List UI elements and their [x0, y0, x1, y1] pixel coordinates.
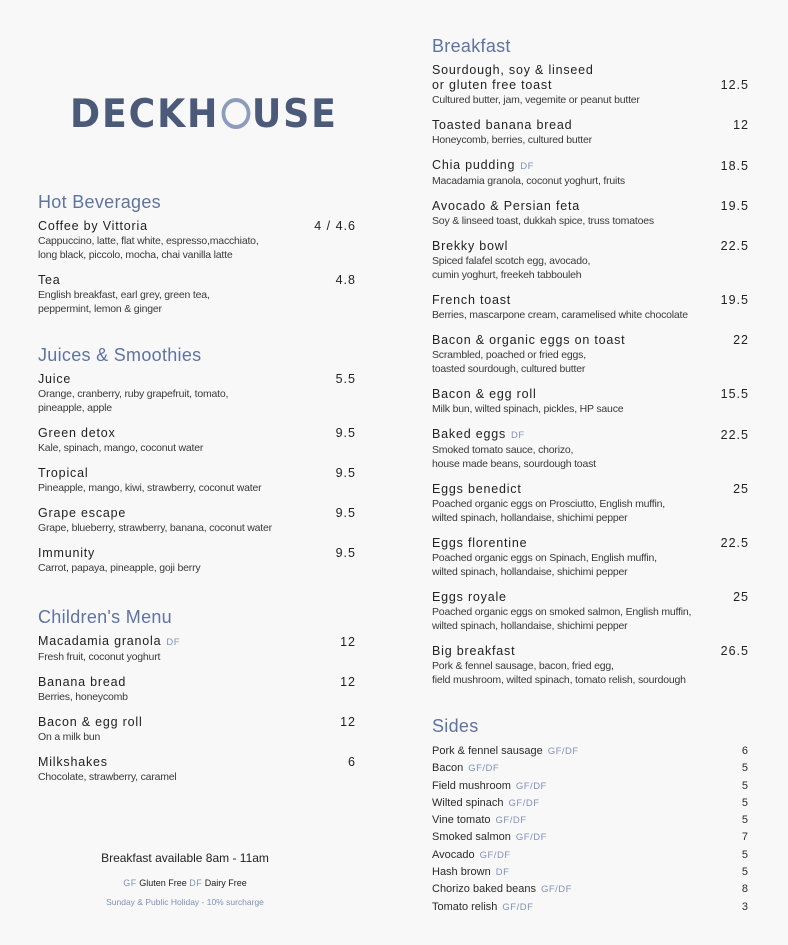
- item-price: 6: [348, 755, 356, 769]
- item-description: Milk bun, wilted spinach, pickles, HP sauce: [432, 403, 624, 415]
- item-price: 5: [741, 796, 749, 809]
- item-name: Macadamia granola: [38, 634, 162, 648]
- item-name: Green detox: [38, 426, 116, 440]
- section-heading: Juices & Smoothies: [38, 345, 202, 365]
- menu-item: [432, 118, 749, 147]
- item-price: 25: [733, 482, 749, 496]
- item-description: English breakfast, earl grey, green tea,: [38, 289, 210, 301]
- side-name-wrap: [432, 812, 527, 829]
- item-price: 7: [741, 831, 749, 844]
- item-name: Tomato relish: [432, 900, 498, 913]
- item-description: toasted sourdough, cultured butter: [432, 363, 586, 375]
- item-price: 19.5: [720, 293, 749, 307]
- item-description: Poached organic eggs on smoked salmon, English muffin,: [432, 606, 692, 618]
- item-name: Bacon & organic eggs on toast: [432, 333, 626, 347]
- item-name-wrap: [432, 590, 507, 605]
- item-name: Immunity: [38, 546, 96, 560]
- dietary-tag: GF/DF: [468, 763, 500, 775]
- dietary-tag: GF/DF: [515, 832, 547, 844]
- item-name-wrap: [432, 536, 527, 551]
- item-description: Cappuccino, latte, flat white, espresso,macchiato,: [38, 235, 259, 247]
- dietary-tag: GF/DF: [540, 884, 572, 896]
- item-title-row: [38, 426, 356, 441]
- dietary-tag: GF/DF: [502, 901, 534, 913]
- side-name-wrap: [432, 899, 533, 916]
- side-item: [432, 778, 749, 795]
- item-description: Scrambled, poached or fried eggs,: [432, 349, 586, 361]
- item-price: 8: [741, 883, 749, 896]
- item-description: peppermint, lemon & ginger: [38, 303, 162, 315]
- item-name: Hash brown: [432, 866, 491, 879]
- item-name: Eggs benedict: [432, 482, 522, 496]
- item-name: Baked eggs: [432, 427, 507, 441]
- item-name: Chia pudding: [432, 158, 516, 172]
- dietary-tag: DF: [511, 430, 525, 441]
- deckhouse-logo: [70, 92, 338, 137]
- item-price: 6: [741, 745, 749, 757]
- item-name: Field mushroom: [432, 779, 511, 792]
- side-item: [432, 899, 749, 916]
- item-price: 4.8: [335, 273, 356, 287]
- item-name-wrap: [38, 506, 126, 521]
- item-name-line2: or gluten free toast: [432, 78, 553, 92]
- menu-item: [38, 426, 356, 455]
- item-description: long black, piccolo, mocha, chai vanilla latte: [38, 249, 233, 261]
- item-title-row: [432, 644, 749, 659]
- item-name: Big breakfast: [432, 644, 516, 658]
- menu-item: [432, 199, 749, 228]
- item-price: 18.5: [720, 159, 749, 173]
- item-description: Honeycomb, berries, cultured butter: [432, 134, 592, 146]
- menu-item: [432, 63, 749, 107]
- item-name: Eggs royale: [432, 590, 507, 604]
- item-description: Berries, mascarpone cream, caramelised white chocolate: [432, 309, 688, 321]
- menu-item: [432, 239, 749, 282]
- side-name-wrap: [432, 847, 511, 864]
- item-price: 12: [340, 635, 356, 649]
- item-name: Tea: [38, 273, 61, 287]
- item-price: 5: [741, 866, 749, 879]
- menu-item: [38, 219, 356, 262]
- item-price: 12.5: [720, 78, 749, 92]
- item-name-wrap: [38, 273, 61, 288]
- item-title-row: [38, 634, 356, 650]
- item-price: 22.5: [720, 536, 749, 550]
- item-title-row: [38, 273, 356, 288]
- item-title-row: [432, 387, 749, 402]
- item-price: 5: [741, 779, 749, 792]
- menu-item: [38, 466, 356, 495]
- item-name: Banana bread: [38, 675, 127, 689]
- dietary-tag: GF/DF: [508, 797, 540, 809]
- menu-item: [432, 333, 749, 376]
- item-name-wrap: [38, 219, 148, 234]
- section-heading: Sides: [432, 716, 479, 736]
- side-name-wrap: [432, 881, 572, 898]
- item-description: field mushroom, wilted spinach, tomato relish, sourdough: [432, 674, 686, 686]
- item-name-wrap: [38, 426, 116, 441]
- side-name-wrap: [432, 778, 547, 795]
- item-description: Kale, spinach, mango, coconut water: [38, 442, 204, 454]
- section-heading: Hot Beverages: [38, 192, 161, 212]
- item-price: 19.5: [720, 199, 749, 213]
- side-item: [432, 760, 749, 777]
- surcharge-note: Sunday & Public Holiday - 10% surcharge: [106, 897, 264, 907]
- item-description: wilted spinach, hollandaise, shichimi pepper: [432, 566, 628, 578]
- item-title-row: [432, 333, 749, 348]
- section-heading: Children's Menu: [38, 607, 172, 627]
- df-label: Dairy Free: [204, 878, 247, 888]
- item-price: 25: [733, 590, 749, 604]
- item-name-wrap: [38, 715, 143, 730]
- item-name: Toasted banana bread: [432, 118, 573, 132]
- menu-item: [38, 675, 356, 704]
- menu-item: [432, 158, 749, 188]
- item-description: Spiced falafel scotch egg, avocado,: [432, 255, 591, 267]
- item-price: 4 / 4.6: [314, 219, 356, 233]
- menu-item: [38, 634, 356, 664]
- item-title-row: [432, 63, 749, 93]
- item-title-row: [432, 158, 749, 174]
- logo-text-end: USE: [251, 92, 338, 137]
- logo-o-ring-icon: [221, 98, 250, 129]
- item-title-row: [432, 293, 749, 308]
- item-price: 12: [340, 675, 356, 689]
- item-name: Wilted spinach: [432, 796, 504, 809]
- menu-item: [38, 546, 356, 575]
- item-name: Avocado: [432, 848, 475, 861]
- item-price: 5: [741, 762, 749, 775]
- dietary-tag: GF/DF: [515, 780, 547, 792]
- item-name: Pork & fennel sausage: [432, 745, 543, 757]
- side-item: [432, 812, 749, 829]
- item-price: 22.5: [720, 239, 749, 253]
- breakfast-hours: Breakfast available 8am - 11am: [101, 851, 269, 865]
- item-description: Pineapple, mango, kiwi, strawberry, coconut water: [38, 482, 262, 494]
- item-name-wrap: [432, 239, 508, 254]
- dietary-tag: DF: [520, 161, 534, 172]
- menu-item: [38, 506, 356, 535]
- side-name-wrap: [432, 829, 547, 846]
- item-name: Avocado & Persian feta: [432, 199, 581, 213]
- item-name: Smoked salmon: [432, 831, 511, 844]
- item-name: Tropical: [38, 466, 89, 480]
- item-name-wrap: [432, 427, 525, 443]
- item-price: 5: [741, 848, 749, 861]
- item-title-row: [38, 372, 356, 387]
- item-description: Soy & linseed toast, dukkah spice, truss tomatoes: [432, 215, 654, 227]
- item-price: 9.5: [335, 506, 356, 520]
- item-name-wrap: [38, 634, 180, 650]
- side-name-wrap: [432, 795, 540, 812]
- item-price: 5.5: [335, 372, 356, 386]
- item-name: Grape escape: [38, 506, 127, 520]
- item-price: 5: [741, 814, 749, 827]
- item-price: 22: [733, 333, 749, 347]
- juices-section: [38, 344, 356, 586]
- item-name-wrap: [38, 675, 126, 690]
- item-description: Grape, blueberry, strawberry, banana, coconut water: [38, 522, 272, 534]
- item-title-row: [38, 546, 356, 561]
- menu-item: [432, 482, 749, 525]
- item-name: Brekky bowl: [432, 239, 509, 253]
- side-name-wrap: [432, 864, 509, 881]
- item-description: Poached organic eggs on Prosciutto, English muffin,: [432, 498, 666, 510]
- item-price: 3: [741, 900, 749, 913]
- item-name: Bacon: [432, 762, 464, 775]
- item-name-wrap: [38, 546, 95, 561]
- side-item: [432, 829, 749, 846]
- menu-item: [432, 644, 749, 687]
- item-description: Chocolate, strawberry, caramel: [38, 771, 177, 783]
- item-name-wrap: [432, 482, 522, 497]
- menu-item: [432, 293, 749, 322]
- item-price: 26.5: [720, 644, 749, 658]
- item-name-wrap: [432, 293, 511, 308]
- item-description: pineapple, apple: [38, 402, 112, 414]
- item-price: 12: [340, 715, 356, 729]
- item-price: 15.5: [720, 387, 749, 401]
- item-description: Fresh fruit, coconut yoghurt: [38, 651, 161, 663]
- item-description: Smoked tomato sauce, chorizo,: [432, 444, 574, 456]
- df-code: DF: [189, 878, 203, 888]
- item-name: Vine tomato: [432, 814, 491, 827]
- side-item: [432, 864, 749, 881]
- item-title-row: [432, 427, 749, 443]
- gf-code: GF: [123, 878, 137, 888]
- side-name-wrap: [432, 743, 579, 760]
- item-name-wrap: [432, 387, 537, 402]
- item-title-row: [38, 219, 356, 234]
- item-name: Chorizo baked beans: [432, 883, 536, 896]
- item-description: Carrot, papaya, pineapple, goji berry: [38, 562, 201, 574]
- item-name: Juice: [38, 372, 72, 386]
- item-title-row: [432, 199, 749, 214]
- item-name-wrap: [38, 755, 108, 770]
- item-description: Poached organic eggs on Spinach, English muffin,: [432, 552, 657, 564]
- item-title-row: [38, 506, 356, 521]
- item-name: Coffee by Vittoria: [38, 219, 148, 233]
- hot-beverages-section: [38, 191, 356, 327]
- item-price: 9.5: [335, 466, 356, 480]
- dietary-legend: [60, 878, 310, 888]
- item-description: house made beans, sourdough toast: [432, 458, 596, 470]
- side-item: [432, 881, 749, 898]
- item-title-row: [432, 536, 749, 551]
- logo-text-start: DECKH: [70, 92, 220, 137]
- menu-item: [38, 715, 356, 744]
- item-title-row: [432, 590, 749, 605]
- item-name: Bacon & egg roll: [432, 387, 537, 401]
- item-name-wrap: [38, 466, 88, 481]
- item-name: Milkshakes: [38, 755, 108, 769]
- dietary-tag: GF/DF: [479, 849, 511, 861]
- menu-item: [432, 536, 749, 579]
- sides-section: [432, 715, 749, 916]
- item-description: Pork & fennel sausage, bacon, fried egg,: [432, 660, 614, 672]
- gf-label: Gluten Free: [139, 878, 187, 888]
- item-price: 22.5: [720, 428, 749, 442]
- item-description: Cultured butter, jam, vegemite or peanut butter: [432, 94, 640, 106]
- childrens-menu-section: [38, 606, 356, 795]
- item-title-row: [38, 715, 356, 730]
- item-name-wrap: [432, 63, 594, 93]
- menu-item: [38, 755, 356, 784]
- item-description: Berries, honeycomb: [38, 691, 128, 703]
- item-name-wrap: [38, 372, 71, 387]
- item-description: wilted spinach, hollandaise, shichimi pepper: [432, 620, 628, 632]
- breakfast-section: [432, 35, 749, 698]
- side-item: [432, 847, 749, 864]
- item-title-row: [432, 239, 749, 254]
- item-name: Sourdough, soy & linseed: [432, 63, 594, 77]
- item-title-row: [38, 675, 356, 690]
- item-name: Bacon & egg roll: [38, 715, 143, 729]
- menu-item: [38, 273, 356, 316]
- item-price: 9.5: [335, 426, 356, 440]
- item-title-row: [38, 755, 356, 770]
- item-description: On a milk bun: [38, 731, 101, 743]
- item-price: 12: [733, 118, 749, 132]
- side-item: [432, 795, 749, 812]
- item-name-wrap: [432, 118, 572, 133]
- item-title-row: [432, 118, 749, 133]
- item-name-wrap: [432, 644, 515, 659]
- item-name-wrap: [432, 158, 534, 174]
- dietary-tag: DF: [166, 637, 181, 648]
- menu-item: [432, 590, 749, 633]
- side-item: [432, 743, 749, 760]
- item-price: 9.5: [335, 546, 356, 560]
- section-heading: Breakfast: [432, 36, 511, 56]
- dietary-tag: GF/DF: [495, 815, 527, 827]
- item-name-wrap: [432, 333, 625, 348]
- side-name-wrap: [432, 760, 499, 777]
- item-description: wilted spinach, hollandaise, shichimi pepper: [432, 512, 628, 524]
- item-name: French toast: [432, 293, 512, 307]
- menu-item: [432, 387, 749, 416]
- item-description: cumin yoghurt, freekeh tabbouleh: [432, 269, 582, 281]
- dietary-tag: DF: [495, 867, 510, 879]
- menu-item: [38, 372, 356, 415]
- item-description: Orange, cranberry, ruby grapefruit, tomato,: [38, 388, 229, 400]
- item-description: Macadamia granola, coconut yoghurt, fruits: [432, 175, 625, 187]
- menu-item: [432, 427, 749, 471]
- item-title-row: [432, 482, 749, 497]
- item-title-row: [38, 466, 356, 481]
- item-name-wrap: [432, 199, 580, 214]
- item-name: Eggs florentine: [432, 536, 528, 550]
- dietary-tag: GF/DF: [547, 746, 579, 757]
